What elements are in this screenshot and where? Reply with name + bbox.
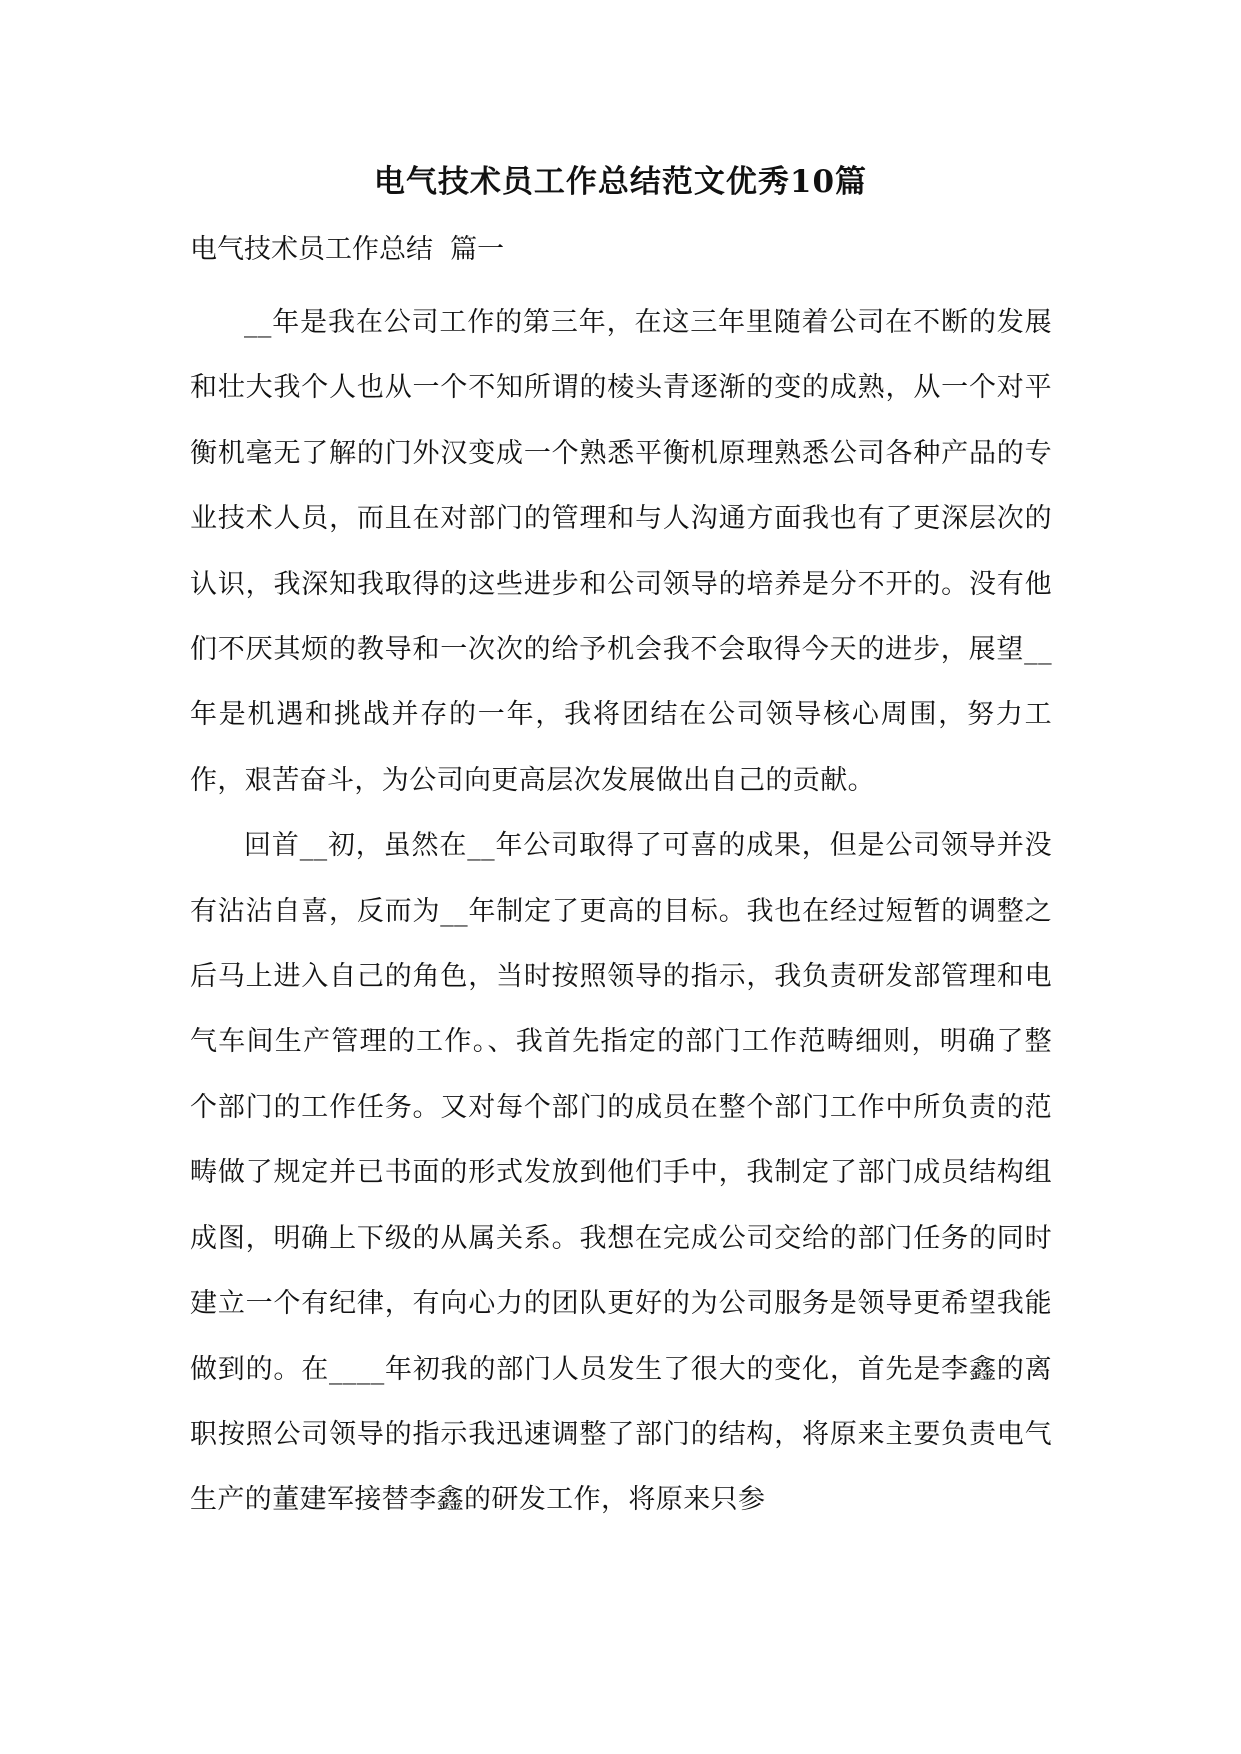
document-body <box>190 290 1052 1533</box>
paragraph-2: 回首__初，虽然在__年公司取得了可喜的成果，但是公司领导并没有沾沾自喜，反而为__年制定了更高的目标。我也在经过短暂的调整之后马上进入自己的角色，当时按照领导的指示，我负责研发部管理和电气车间生产管理的工作。、我首先指定的部门工作范畴细则，明确了整个部门的工作任务。又对每个部门的成员在整个部门工作中所负责的范畴做了规定并已书面的形式发放到他们手中，我制定了部门成员结构组成图，明确上下级的从属关系。我想在完成公司交给的部门任务的同时建立一个有纪律，有向心力的团队更好的为公司服务是领导更希望我能做到的。在____年初我的部门人员发生了很大的变化，首先是李鑫的离职按照公司领导的指示我迅速调整了部门的结构，将原来主要负责电气生产的董建军接替李鑫的研发工作，将原来只参 <box>190 830 1052 1516</box>
paragraph-1: __年是我在公司工作的第三年，在这三年里随着公司在不断的发展和壮大我个人也从一个不知所谓的棱头青逐渐的变的成熟，从一个对平衡机毫无了解的门外汉变成一个熟悉平衡机原理熟悉公司各种产品的专业技术人员，而且在对部门的管理和与人沟通方面我也有了更深层次的认识，我深知我取得的这些进步和公司领导的培养是分不开的。没有他们不厌其烦的教导和一次次的给予机会我不会取得今天的进步，展望__年是机遇和挑战并存的一年，我将团结在公司领导核心周围，努力工作，艰苦奋斗，为公司向更高层次发展做出自己的贡献。 <box>190 307 1052 796</box>
document-title: 电气技术员工作总结范文优秀10篇 <box>373 164 868 200</box>
section-heading: 电气技术员工作总结 篇一 <box>190 234 505 265</box>
